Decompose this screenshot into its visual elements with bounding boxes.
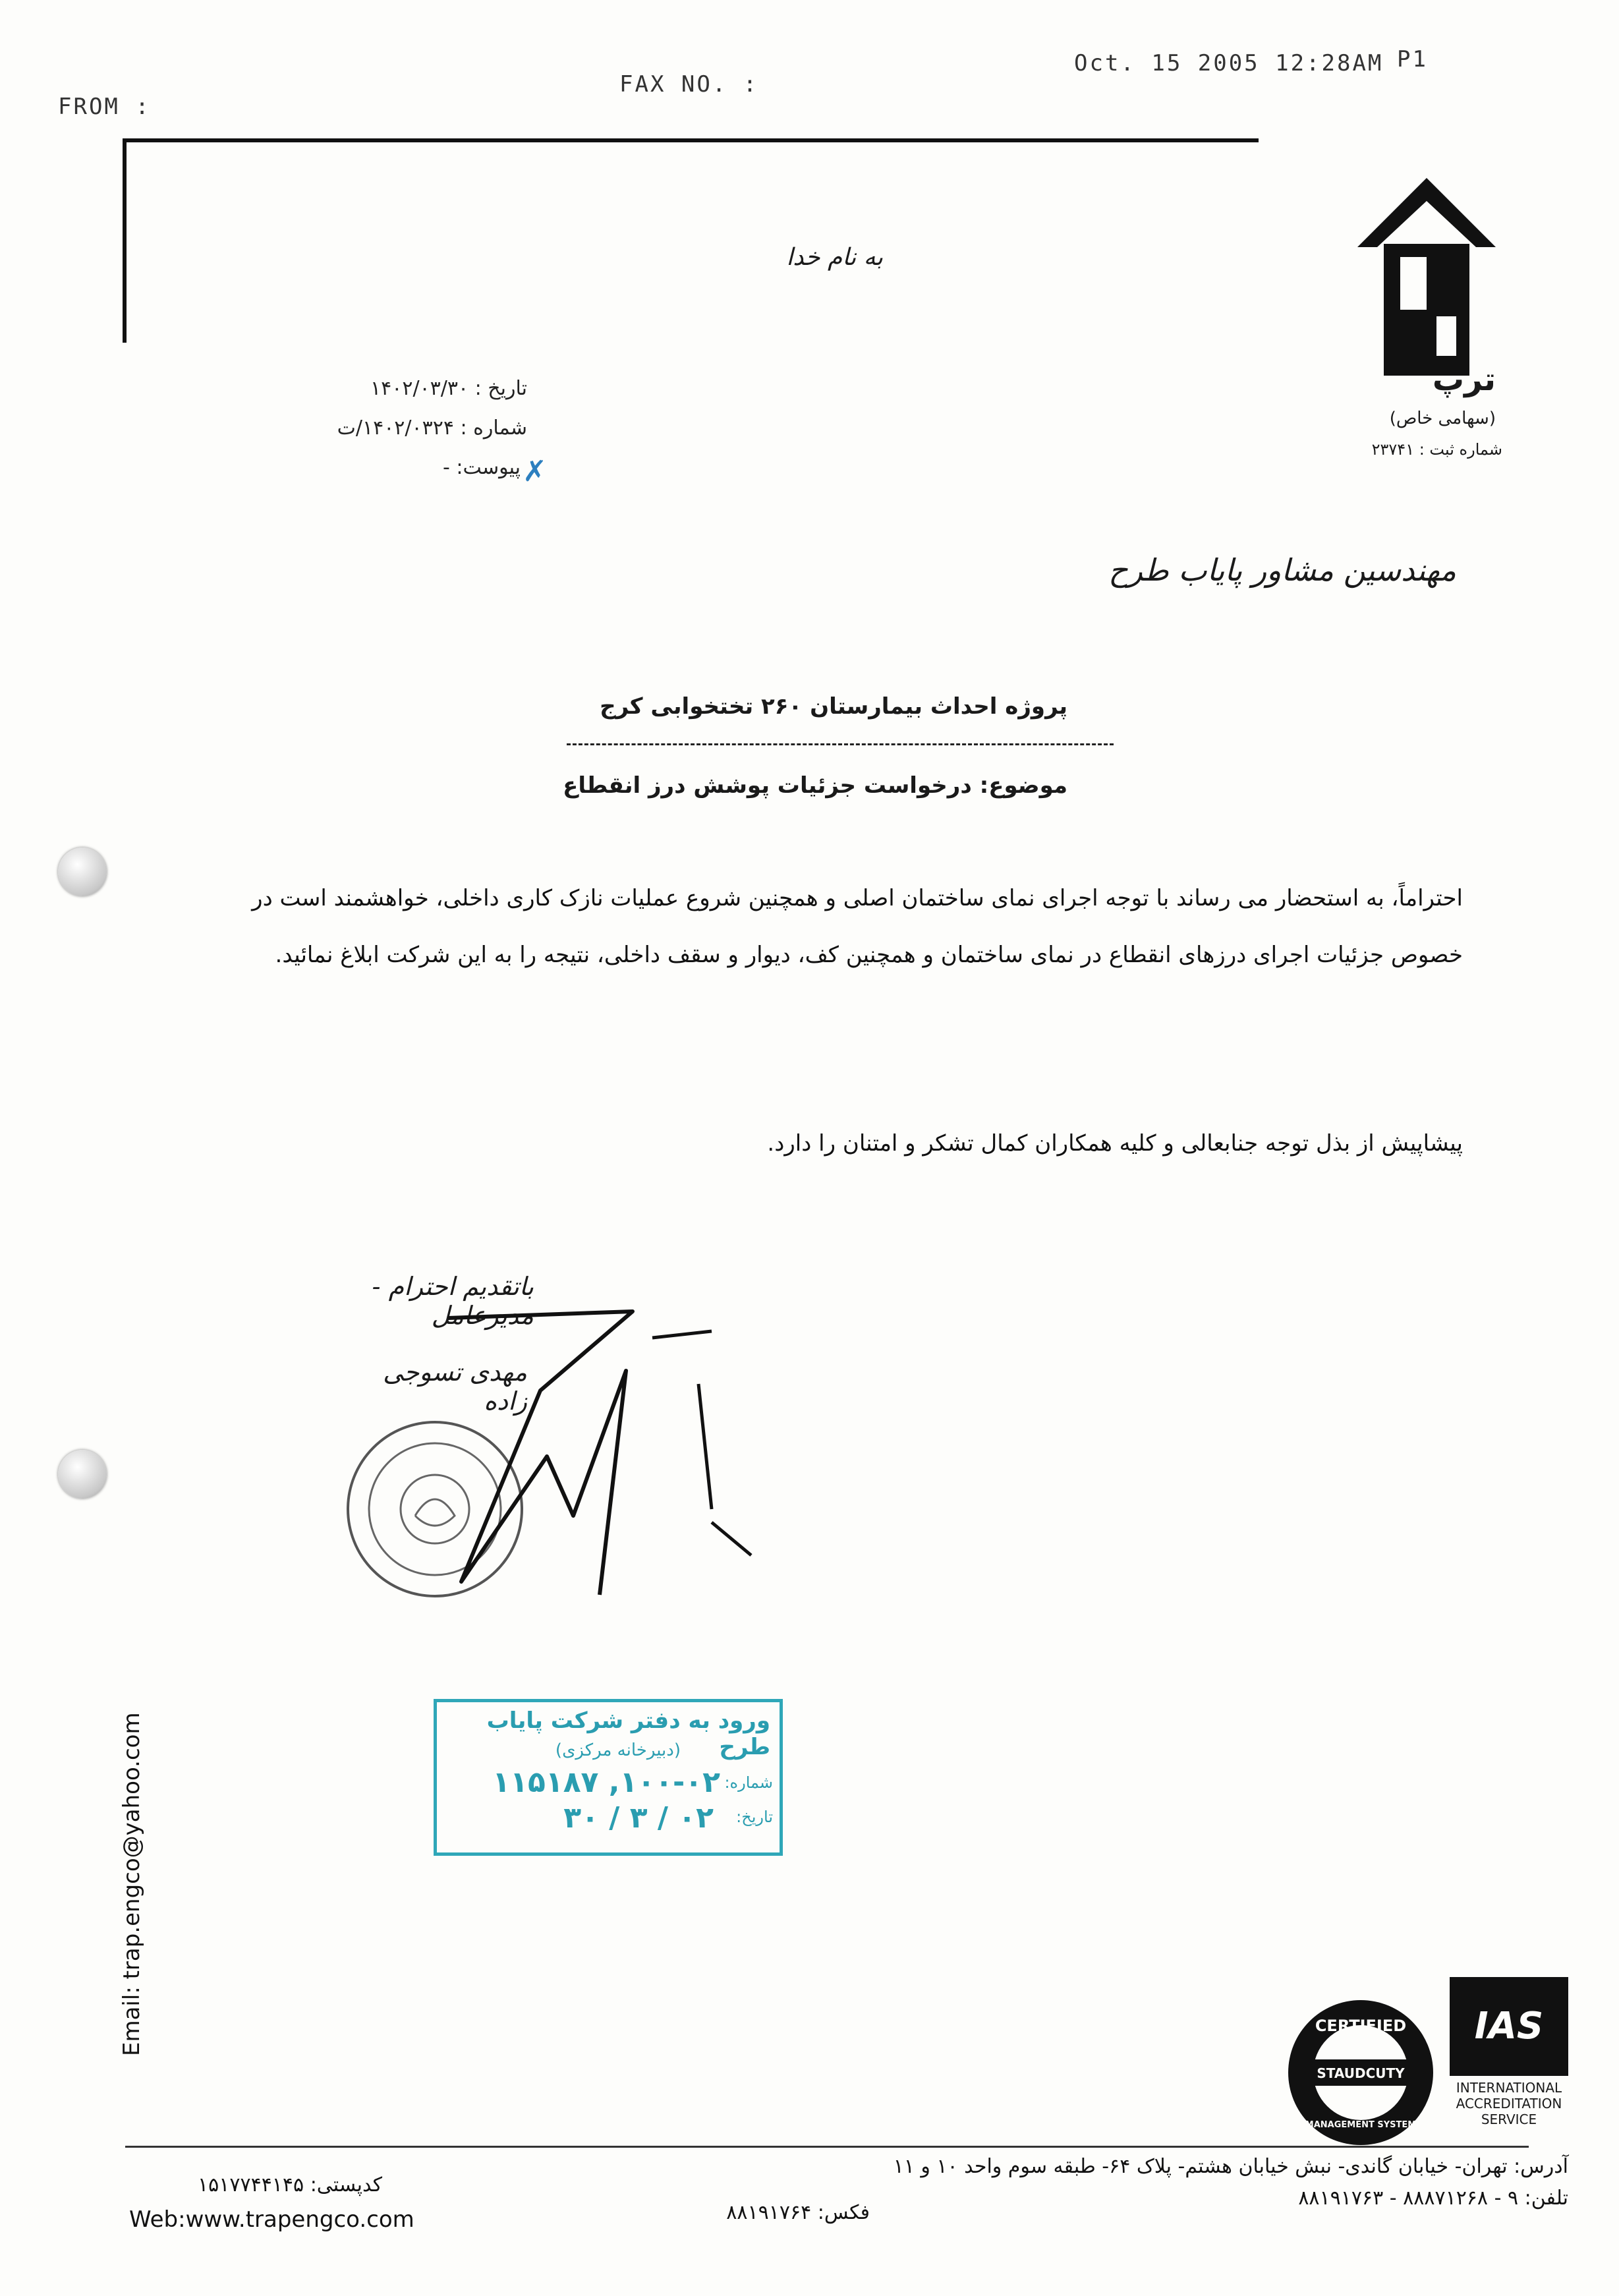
subject: موضوع: درخواست جزئیات پوشش درز انقطاع xyxy=(563,772,1067,799)
ias-line-3: SERVICE xyxy=(1481,2111,1537,2127)
company-registration: شماره ثبت : ۲۳۷۴۱ xyxy=(1371,440,1502,459)
certified-badge-top: CERTIFIED xyxy=(1315,2017,1407,2035)
entry-stamp-title: ورود به دفتر شرکت پایاب طرح xyxy=(486,1708,770,1760)
footer-website: Web:www.trapengco.com xyxy=(129,2206,414,2233)
punch-hole-bottom xyxy=(58,1450,107,1499)
check-mark-icon: ✗ xyxy=(523,455,547,488)
certified-badge xyxy=(1285,1997,1436,2148)
footer-address: آدرس: تهران- خیابان گاندی- نبش خیابان هشتم- پلاک ۶۴- طبقه سوم واحد ۱۰ و ۱۱ xyxy=(893,2155,1568,2178)
fax-datetime: Oct. 15 2005 12:28AM xyxy=(1074,50,1384,76)
company-email: Email: trap.engco@yahoo.com xyxy=(119,1712,145,2056)
fax-from-label: FROM : xyxy=(58,94,151,120)
signature xyxy=(422,1292,791,1601)
certified-badge-center: STAUDCUTY xyxy=(1317,2065,1405,2081)
entry-stamp-date-value: ۰۲ / ۳ / ۳۰ xyxy=(563,1801,714,1835)
letter-number: شماره : ۱۴۰۲/۰۳۲۴/ت xyxy=(337,416,527,440)
recipient: مهندسین مشاور پایاب طرح xyxy=(1108,552,1456,588)
frame-top-line xyxy=(125,138,1259,142)
ias-line-2: ACCREDITATION xyxy=(1456,2096,1562,2111)
fax-number-label: FAX NO. : xyxy=(619,71,759,98)
frame-left-line xyxy=(123,138,127,343)
entry-stamp-subtitle: (دبیرخانه مرکزی) xyxy=(555,1740,681,1760)
dashed-divider xyxy=(567,743,1114,745)
ias-badge xyxy=(1450,1977,1568,2127)
company-type: (سهامی خاص) xyxy=(1389,409,1496,428)
ias-line-1: INTERNATIONAL xyxy=(1456,2080,1562,2096)
bismillah: به نام خدا xyxy=(786,244,883,271)
letter-attachment: پیوست: - xyxy=(443,456,521,479)
footer-divider xyxy=(125,2146,1529,2148)
entry-stamp-number-label: شماره: xyxy=(724,1773,773,1792)
signature-icon xyxy=(422,1292,791,1601)
body-paragraph-2: پیشاپیش از بذل توجه جنابعالی و کلیه همکاران کمال تشکر و امتنان را دارد. xyxy=(767,1130,1463,1157)
body-paragraph-1: احتراماً، به استحضار می رساند با توجه اجرای نمای ساختمان اصلی و همچنین شروع عملیات نازک کاری داخلی، خواهشمند است در خصوص جزئیات اجرای درزهای انقطاع در نمای ساختمان و همچنین کف، دیوار و سقف داخلی، نتیجه را به این شرکت ابلاغ نمائید. xyxy=(252,885,1463,968)
letter-date: تاریخ : ۱۴۰۲/۰۳/۳۰ xyxy=(370,377,527,400)
certified-badge-bottom: MANAGEMENT SYSTEM xyxy=(1305,2120,1417,2130)
project-title: پروژه احداث بیمارستان ۲۶۰ تختخوابی کرج xyxy=(600,693,1067,720)
footer-postal-code: کدپستی: ۱۵۱۷۷۴۴۱۴۵ xyxy=(198,2173,382,2196)
punch-hole-top xyxy=(58,847,107,896)
certified-badge-icon xyxy=(1285,1997,1436,2148)
company-logo-name: ترپ xyxy=(1432,361,1496,398)
entry-stamp-number-value: ۱۰۰-۰۲, ۱۱۵۱۸۷ xyxy=(492,1765,720,1799)
closing-line-1: باتقدیم احترام - مدیرعامل xyxy=(372,1272,534,1330)
footer-phone: تلفن: ۹ - ۸۸۸۷۱۲۶۸ - ۸۸۱۹۱۷۶۳ xyxy=(1298,2187,1568,2210)
ias-logo: IAS xyxy=(1450,1977,1568,2076)
closing-line-2: مهدی تسوجی زاده xyxy=(383,1358,527,1416)
fax-page: P1 xyxy=(1397,46,1428,72)
entry-stamp xyxy=(434,1699,783,1856)
entry-stamp-date-label: تاریخ: xyxy=(736,1808,773,1826)
footer-fax: فکس: ۸۸۱۹۱۷۶۴ xyxy=(726,2201,870,2224)
